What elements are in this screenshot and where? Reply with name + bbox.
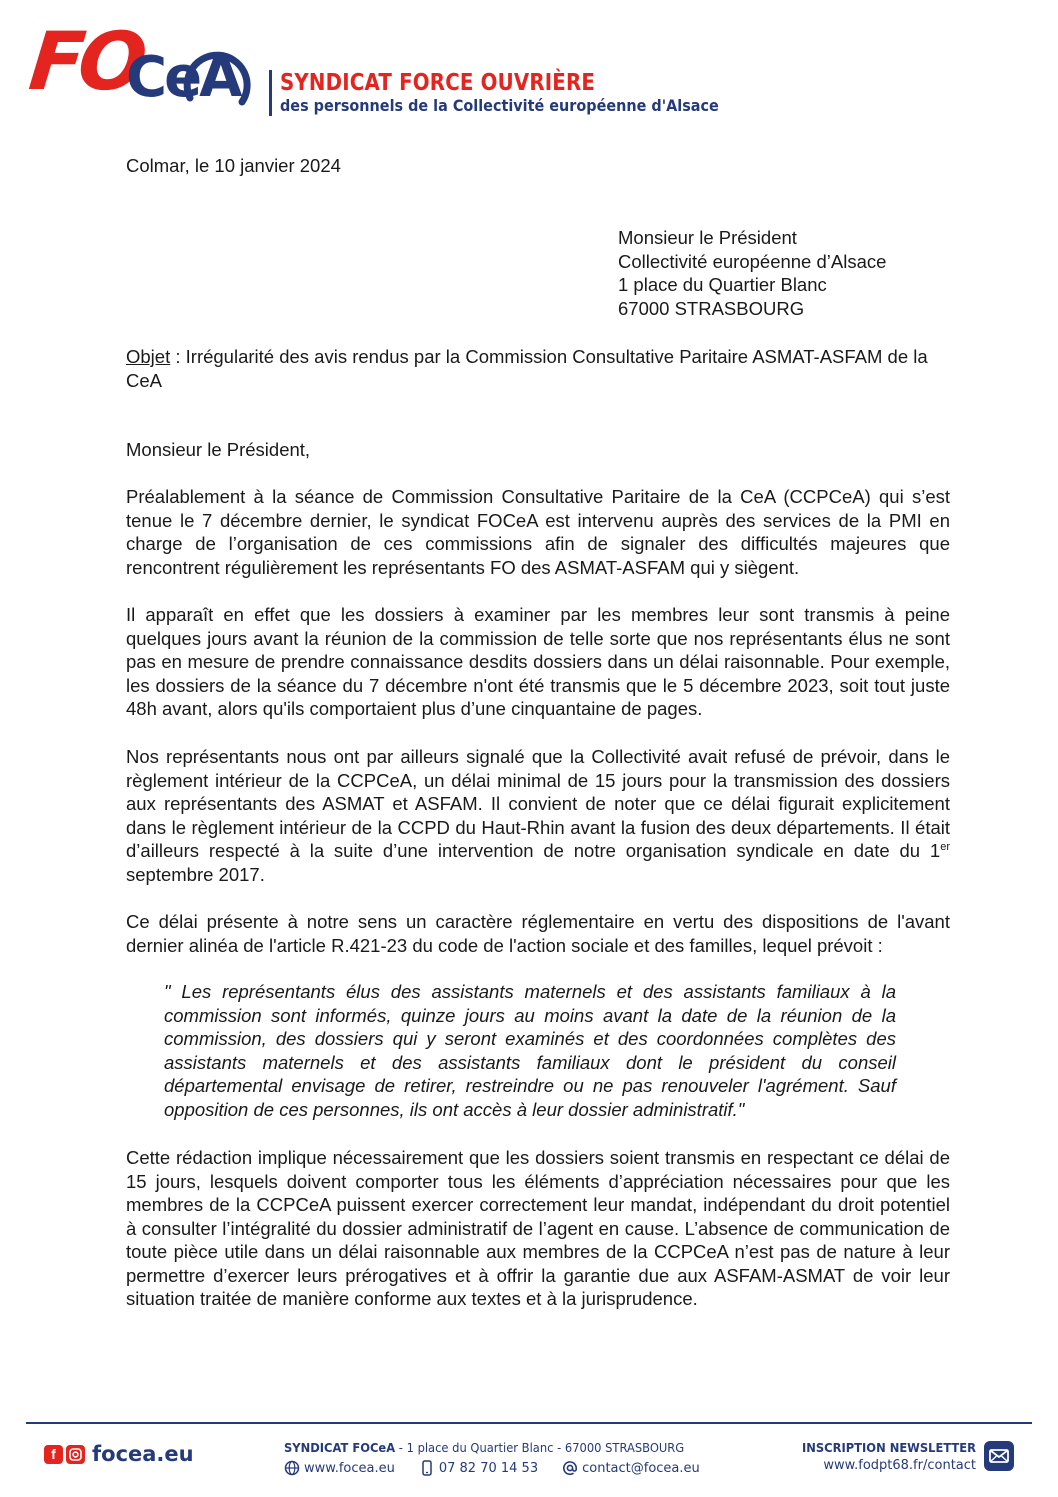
paragraph-1: Préalablement à la séance de Commission Consultative Paritaire de la CeA (CCPCeA) qui s’est tenue le 7 décembre dernier, le syndicat FOCeA est intervenu auprès des services de la PMI en charge de l’organisation de ces commissions afin de signaler des difficultés majeures que rencontrent régulièrement les représentants FO des ASMAT-ASFAM qui y siègent. [126,486,950,578]
subject-label: Objet [126,346,171,367]
at-icon [562,1460,578,1476]
subject-text: Irrégularité des avis rendus par la Commission Consultative Paritaire ASMAT-ASFAM de la CeA [126,346,928,391]
header-title: SYNDICAT FORCE OUVRIÈRE [280,70,596,96]
footer-org-name: SYNDICAT FOCeA [284,1440,396,1455]
footer-org-rest: - 1 place du Quartier Blanc - 67000 STRASBOURG [395,1440,685,1455]
newsletter-title: INSCRIPTION NEWSLETTER [801,1440,976,1455]
footer-newsletter [786,1440,976,1473]
paragraph-3-end: septembre 2017. [126,863,265,885]
subject [126,345,956,392]
footer-phone[interactable]: 07 82 70 14 53 [438,1460,539,1476]
recipient-line: Collectivité européenne d’Alsace [618,250,887,272]
recipient-address [618,226,886,320]
header-separator [269,70,272,116]
logo-fo: FO [25,15,146,108]
subject-separator: : [170,346,186,367]
paragraph-3-main: Nos représentants nous ont par ailleurs signalé que la Collectivité avait refusé de prévoir, dans le règlement intérieur de la CCPCeA, un délai minimal de 15 jours pour la transmission des dossiers aux représentants des ASMAT et ASFAM. Il convient de noter que ce délai figurait explicitement dans le règlement intérieur de la CCPD du Haut-Rhin avant la fusion des deux départements. Il était d’ailleurs respecté à la suite d’une intervention de notre organisation syndicale en date du 1 [126,746,950,861]
salutation: Monsieur le Président, [126,439,311,460]
paragraph-4: Ce délai présente à notre sens un caractère réglementaire en vertu des dispositions de l'avant dernier alinéa de l'article R.421-23 du code de l'action sociale et des familles, lequel prévoit : [126,911,950,956]
footer-contact-block [284,1440,724,1476]
paragraph-2: Il apparaît en effet que les dossiers à examiner par les membres leur sont transmis à peine quelques jours avant la réunion de la commission de telle sorte que nos représentants élus ne sont pas en mesure de prendre connaissance desdits dossiers dans un délai raisonnable. Pour exemple, les dossiers de la séance du 7 décembre n'ont été transmis que le 5 décembre 2023, soit tout juste 48h avant, alors qu'ils comportaient plus d’une cinquantaine de pages. [126,604,950,719]
instagram-icon[interactable] [66,1445,85,1464]
legal-quote: " Les représentants élus des assistants maternels et des assistants familiaux à la commission sont informés, quinze jours au moins avant la date de la réunion de la commission, des dossiers qui y seront examinés et des coordonnées complètes des assistants maternels et des assistants familiaux dont le président du conseil départemental envisage de retirer, restreindre ou ne pas renouveler l'agrément. Sauf opposition de ces personnes, ils ont accès à leur dossier administratif." [164,981,896,1120]
mail-icon[interactable] [984,1441,1014,1471]
footer-site-link[interactable]: focea.eu [92,1442,194,1466]
paragraph-5: Cette rédaction implique nécessairement que les dossiers soient transmis en respectant ce délai de 15 jours, lesquels doivent comporter tous les éléments d’appréciation nécessaires pour que les membres de la CCPCeA puissent exercer correctement leur mandat, indépendant du droit potentiel à consulter l’intégralité du dossier administratif de l’agent en cause. L’absence de communication de toute pièce utile dans un délai raisonnable aux membres de la CCPCeA n’est pas de nature à leur permettre d’exercer leurs prérogatives et à offrir la garantie due aux ASFAM-ASMAT de voir leur situation traitée de manière conforme aux textes et à la jurisprudence. [126,1147,950,1309]
logo-arc-icon [180,44,254,118]
recipient-line: 1 place du Quartier Blanc [618,274,827,295]
footer-email-link[interactable]: contact@focea.eu [582,1460,700,1476]
header-subtitle: des personnels de la Collectivité européenne d'Alsace [280,96,719,115]
footer-web-link[interactable]: www.focea.eu [304,1460,395,1476]
footer-divider [26,1422,1032,1424]
newsletter-link[interactable]: www.fodpt68.fr/contact [823,1458,976,1473]
footer-contacts [284,1460,724,1476]
facebook-icon[interactable]: f [44,1445,63,1464]
recipient-line: 67000 STRASBOURG [618,297,805,319]
ordinal-superscript: er [940,841,950,853]
footer-social [44,1442,194,1466]
globe-icon [284,1460,300,1476]
logo-cea: CeA [126,45,240,110]
date-line: Colmar, le 10 janvier 2024 [126,155,341,176]
footer-org-address [284,1440,689,1455]
paragraph-3 [126,745,950,886]
phone-icon [419,1460,435,1476]
recipient-line: Monsieur le Président [618,227,797,248]
